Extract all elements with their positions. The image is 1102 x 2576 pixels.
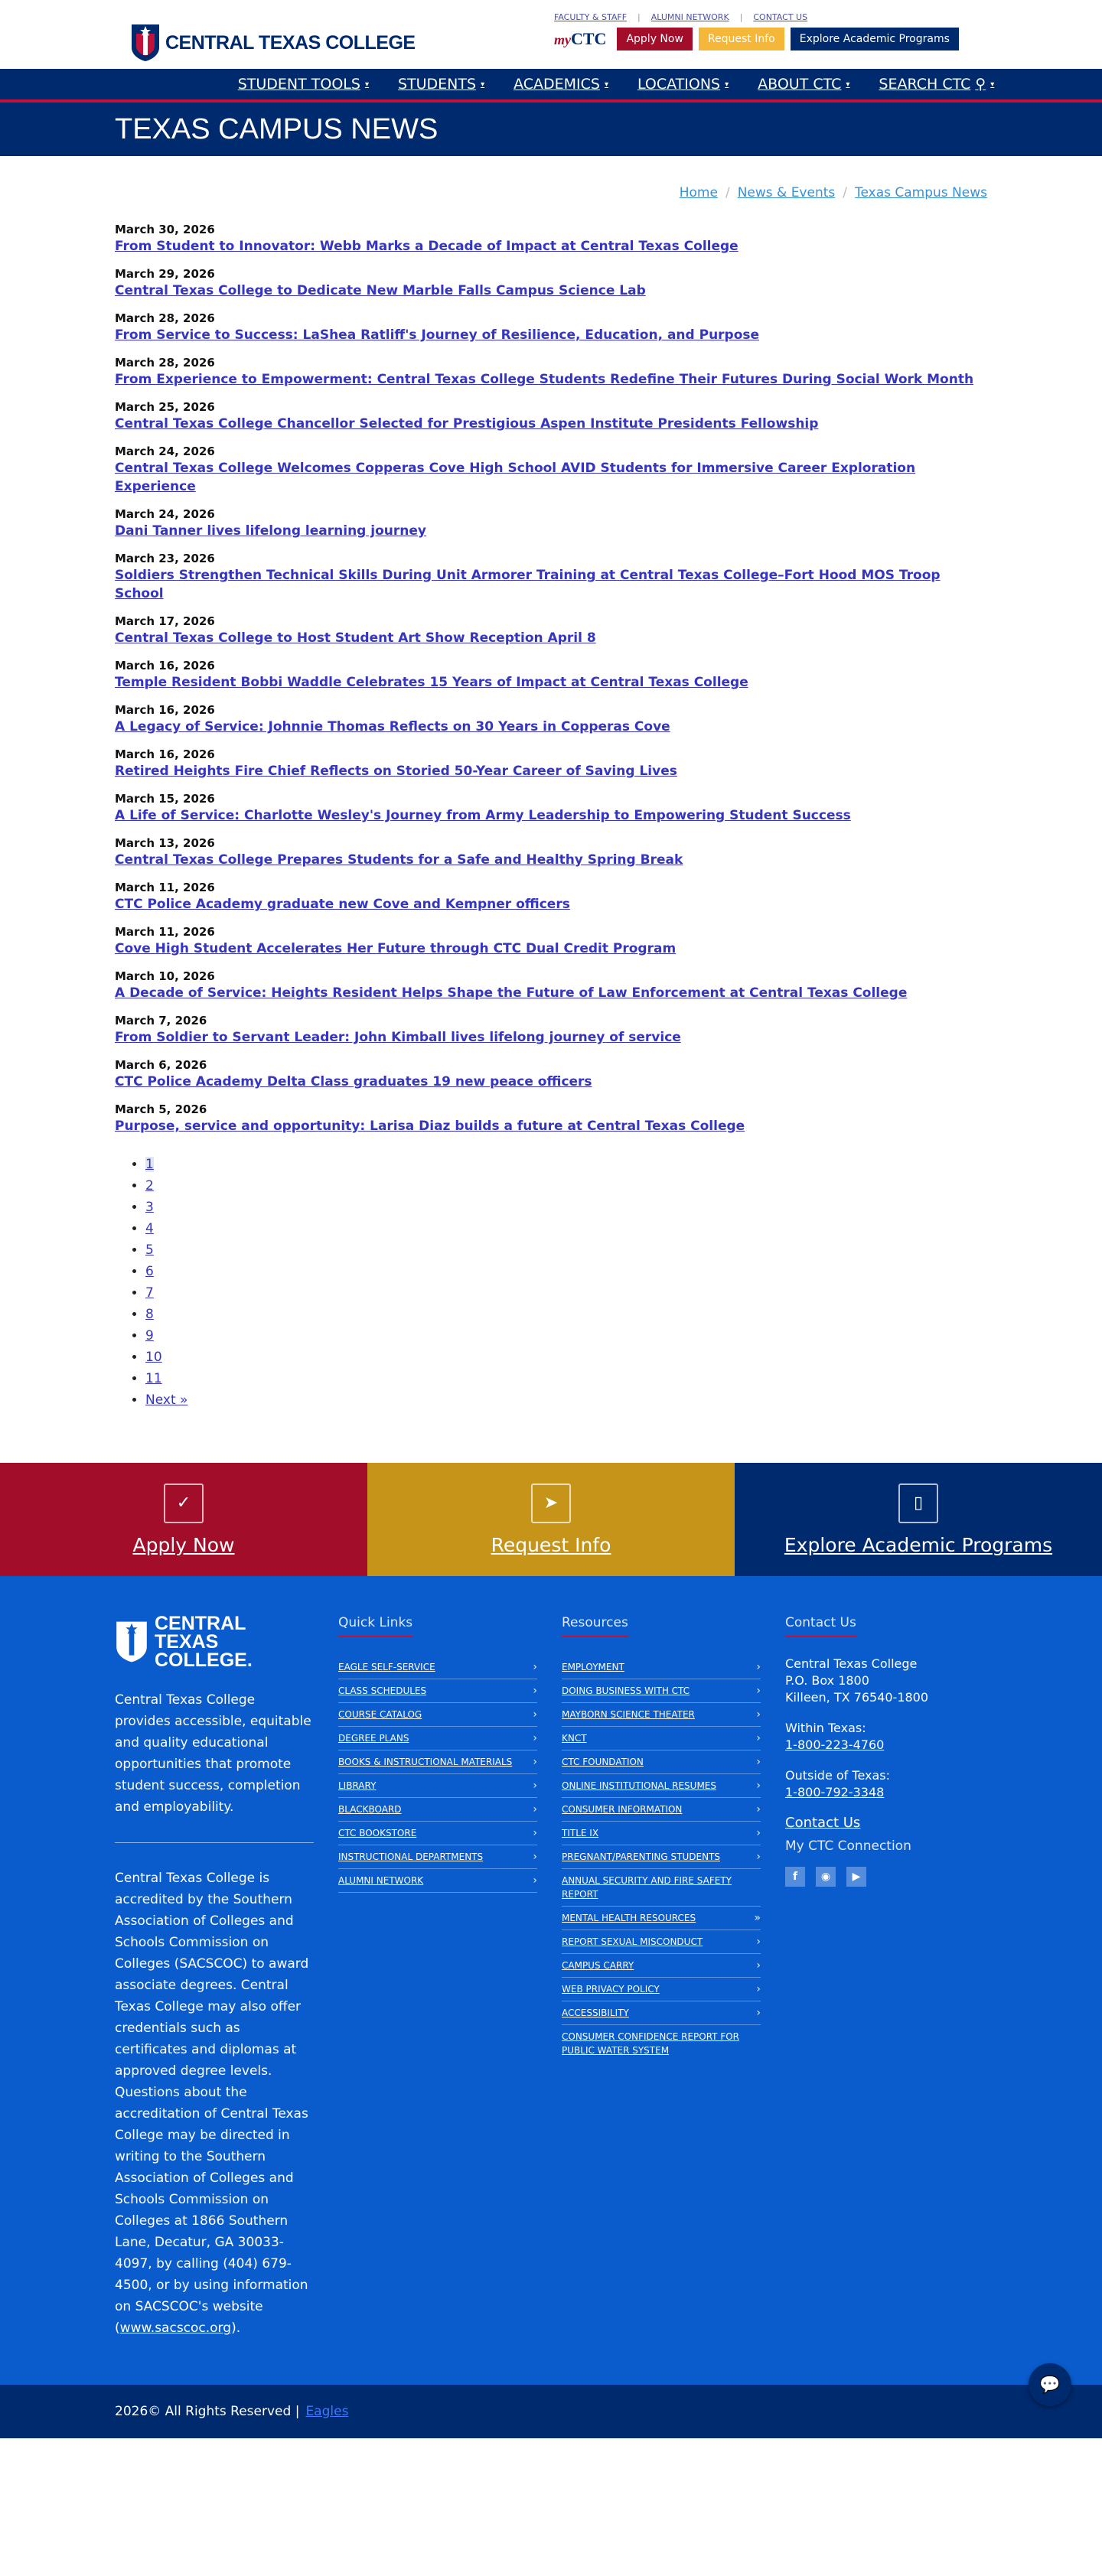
news-item [115, 266, 987, 300]
news-date: March 16, 2026 [115, 659, 215, 672]
site-header [0, 0, 1102, 69]
news-link[interactable]: From Student to Innovator: Webb Marks a Decade of Impact at Central Texas College [115, 239, 738, 254]
chevron-right-icon: › [533, 1803, 537, 1816]
chevron-right-icon: › [533, 1827, 537, 1839]
chevron-right-icon: › [756, 2007, 761, 2019]
footer-about [115, 1614, 314, 2339]
shield-logo-icon [115, 1620, 148, 1663]
resource-link-item[interactable]: CONSUMER INFORMATION › [562, 1798, 761, 1822]
news-date: March 7, 2026 [115, 1014, 207, 1027]
chevron-right-icon: › [533, 1685, 537, 1697]
news-date: March 29, 2026 [115, 267, 215, 281]
chevron-right-icon: › [756, 1661, 761, 1673]
caret-down-icon: ▾ [846, 80, 850, 89]
breadcrumb: Home / News & Events / Texas Campus News [679, 185, 987, 200]
chevron-right-icon: › [756, 1756, 761, 1768]
outside-texas-label: Outside of Texas: [785, 1768, 890, 1783]
chevron-right-icon: › [533, 1661, 537, 1673]
news-item [115, 791, 987, 825]
next-page-link[interactable]: Next » [145, 1392, 188, 1408]
news-date: March 16, 2026 [115, 703, 215, 717]
check-circle-icon: ✓ [164, 1483, 204, 1523]
resource-link-item[interactable]: TITLE IX › [562, 1822, 761, 1845]
news-date: March 16, 2026 [115, 747, 215, 761]
news-date: March 11, 2026 [115, 881, 215, 894]
breadcrumb-news-events[interactable]: News & Events [737, 185, 836, 200]
news-link[interactable]: From Service to Success: LaShea Ratliff's Journey of Resilience, Education, and Purpose [115, 327, 760, 343]
news-link[interactable]: CTC Police Academy Delta Class graduates 19 new peace officers [115, 1074, 592, 1089]
news-date: March 15, 2026 [115, 792, 215, 806]
shield-logo-icon [130, 24, 161, 61]
news-item [115, 1013, 987, 1047]
chevron-right-icon: › [533, 1851, 537, 1863]
resource-link-item[interactable]: EMPLOYMENT › [562, 1656, 761, 1679]
chat-button[interactable] [1029, 2363, 1071, 2406]
news-date: March 28, 2026 [115, 311, 215, 325]
news-date: March 28, 2026 [115, 356, 215, 370]
news-link[interactable]: Soldiers Strengthen Technical Skills During Unit Armorer Training at Central Texas College–Fort Hood MOS Troop School [115, 568, 941, 601]
resource-link-item[interactable]: KNCT › [562, 1727, 761, 1750]
pagination [0, 1146, 1102, 1449]
sacscoc-link[interactable]: www.sacscoc.org [119, 2320, 232, 2336]
chevron-right-icon: › [756, 1708, 761, 1721]
utility-nav: FACULTY & STAFF | ALUMNI NETWORK | CONTACT US [554, 12, 808, 22]
contact-us-link[interactable]: CONTACT US [753, 12, 808, 22]
news-date: March 25, 2026 [115, 400, 215, 414]
address: Central Texas College P.O. Box 1800 Killeen, TX 76540-1800 [785, 1656, 929, 1705]
youtube-icon[interactable]: ▶ [846, 1867, 866, 1887]
chevron-right-icon: › [756, 1780, 761, 1792]
apply-now-button[interactable]: Apply Now [617, 28, 692, 50]
news-item [115, 1102, 987, 1135]
resources-heading: Resources [562, 1614, 628, 1637]
page-link[interactable]: 2 [145, 1178, 154, 1194]
chevron-right-icon: › [533, 1780, 537, 1792]
news-item [115, 880, 987, 913]
news-item [115, 702, 987, 736]
chevron-right-icon: › [533, 1756, 537, 1768]
news-list [0, 200, 1102, 1135]
cta-band [0, 1463, 1102, 1576]
alumni-network-link[interactable]: ALUMNI NETWORK [650, 12, 729, 22]
facebook-icon[interactable]: f [785, 1867, 805, 1887]
quick-links [338, 1614, 537, 2339]
chevron-right-icon: › [756, 1851, 761, 1863]
news-link[interactable]: A Legacy of Service: Johnnie Thomas Reflects on 30 Years in Copperas Cove [115, 719, 670, 734]
quick-link-item[interactable]: CTC BOOKSTORE › [338, 1822, 537, 1845]
contact-us-footer-link[interactable]: Contact Us [785, 1815, 861, 1831]
news-item [115, 747, 987, 780]
nav-about[interactable]: ABOUT CTC ▾ [758, 76, 850, 93]
resource-link-item[interactable]: MAYBORN SCIENCE THEATER › [562, 1703, 761, 1727]
news-date: March 6, 2026 [115, 1058, 207, 1072]
news-date: March 10, 2026 [115, 969, 215, 983]
ctc-logo[interactable] [130, 24, 416, 61]
my-ctc-connection: My CTC Connection [785, 1838, 911, 1854]
instagram-icon[interactable]: ◉ [816, 1867, 836, 1887]
nav-academics[interactable]: ACADEMICS ▾ [514, 76, 609, 93]
news-link[interactable]: CTC Police Academy graduate new Cove and Kempner officers [115, 897, 570, 912]
news-item [115, 551, 987, 603]
faculty-staff-link[interactable]: FACULTY & STAFF [554, 12, 628, 22]
explore-programs-button[interactable]: Explore Academic Programs [791, 28, 959, 50]
news-link[interactable]: From Soldier to Servant Leader: John Kimball lives lifelong journey of service [115, 1030, 681, 1045]
chevron-right-icon: › [756, 1936, 761, 1948]
resource-link-item[interactable]: REPORT SEXUAL MISCONDUCT › [562, 1930, 761, 1954]
request-info-button[interactable]: Request Info [699, 28, 784, 50]
chevron-right-icon: › [756, 1732, 761, 1744]
news-link[interactable]: Temple Resident Bobbi Waddle Celebrates 15 Years of Impact at Central Texas College [115, 675, 748, 690]
contact-heading: Contact Us [785, 1614, 856, 1637]
nav-search[interactable]: SEARCH CTC ⚲ ▾ [879, 76, 995, 93]
news-item [115, 924, 987, 958]
page-banner [0, 103, 1102, 156]
news-link[interactable]: Dani Tanner lives lifelong learning journey [115, 523, 426, 539]
main-nav [0, 69, 1102, 103]
quick-link-item[interactable]: CLASS SCHEDULES › [338, 1679, 537, 1703]
page-link[interactable]: 4 [145, 1221, 154, 1236]
mission-statement: Central Texas College provides accessible, equitable and quality educational opportunities that promote student success, completion and employability. [115, 1692, 311, 1815]
double-chevron-right-icon: » [754, 1912, 761, 1924]
caret-down-icon: ▾ [604, 80, 609, 89]
news-date: March 17, 2026 [115, 614, 215, 628]
quick-link-item[interactable]: BLACKBOARD › [338, 1798, 537, 1822]
request-info-cta[interactable]: ➤ Request Info [367, 1463, 735, 1576]
logo-text: CENTRAL TEXAS COLLEGE [165, 31, 416, 54]
news-item [115, 399, 987, 433]
chevron-right-icon: › [756, 1827, 761, 1839]
within-texas-label: Within Texas: [785, 1721, 866, 1735]
news-link[interactable]: Central Texas College to Host Student Art Show Reception April 8 [115, 630, 596, 646]
news-link[interactable]: Central Texas College Chancellor Selected for Prestigious Aspen Institute Presidents Fellowship [115, 416, 819, 432]
divider [115, 1842, 314, 1843]
news-date: March 23, 2026 [115, 552, 215, 565]
news-link[interactable]: A Decade of Service: Heights Resident Helps Shape the Future of Law Enforcement at Central Texas College [115, 985, 908, 1001]
quick-link-item[interactable]: INSTRUCTIONAL DEPARTMENTS › [338, 1845, 537, 1869]
copyright-text: 2026© All Rights Reserved | [115, 2404, 300, 2419]
header-cta-row [554, 28, 959, 50]
paper-plane-icon: ➤ [531, 1483, 571, 1523]
news-link[interactable]: A Life of Service: Charlotte Wesley's Journey from Army Leadership to Empowering Student Success [115, 808, 851, 823]
accreditation-statement: Central Texas College is accredited by the Southern Association of Colleges and Schools Commission on Colleges (SACSCOC) to award associate degrees. Central Texas College may also offer credentials such as certificates and diplomas at approved degree levels. Questions about the accreditation of Central Texas College may be directed in writing to the Southern Association of Colleges and Schools Commission on Colleges at 1866 Southern Lane, Decatur, GA 30033-4097, by calling (404) 679-4500, or by using information on SACSCOC's website (www.sacscoc.org). [115, 1871, 309, 2336]
news-item [115, 835, 987, 869]
news-date: March 11, 2026 [115, 925, 215, 939]
news-item [115, 222, 987, 256]
chevron-right-icon: › [756, 1803, 761, 1816]
news-link[interactable]: From Experience to Empowerment: Central Texas College Students Redefine Their Futures During Social Work Month [115, 372, 974, 387]
quick-link-item[interactable]: BOOKS & INSTRUCTIONAL MATERIALS › [338, 1750, 537, 1774]
resource-link-item[interactable]: WEB PRIVACY POLICY › [562, 1978, 761, 2001]
quick-link-item[interactable]: COURSE CATALOG › [338, 1703, 537, 1727]
news-item [115, 444, 987, 496]
nav-students[interactable]: STUDENTS ▾ [397, 76, 485, 93]
page-link[interactable]: 11 [145, 1371, 162, 1386]
caret-down-icon: ▾ [725, 80, 729, 89]
quick-link-item[interactable]: DEGREE PLANS › [338, 1727, 537, 1750]
breadcrumb-current[interactable]: Texas Campus News [854, 185, 987, 200]
breadcrumb-home[interactable]: Home [679, 185, 718, 200]
quick-link-item[interactable]: EAGLE SELF-SERVICE › [338, 1656, 537, 1679]
news-item [115, 1057, 987, 1091]
page-link[interactable]: 3 [145, 1200, 154, 1215]
nav-locations[interactable]: LOCATIONS ▾ [637, 76, 729, 93]
page-link[interactable]: 6 [145, 1264, 154, 1279]
resource-link-item[interactable]: ANNUAL SECURITY AND FIRE SAFETY REPORT [562, 1869, 761, 1907]
copyright-bar [0, 2375, 1102, 2438]
footer-logo[interactable]: CENTRAL TEXAS COLLEGE. [115, 1614, 314, 1669]
resource-link-item[interactable]: ONLINE INSTITUTIONAL RESUMES › [562, 1774, 761, 1798]
news-link[interactable]: Cove High Student Accelerates Her Future through CTC Dual Credit Program [115, 941, 677, 956]
contact-info [785, 1614, 984, 2339]
news-link[interactable]: Central Texas College Prepares Students for a Safe and Healthy Spring Break [115, 852, 683, 868]
resource-link-item[interactable]: CONSUMER CONFIDENCE REPORT FOR PUBLIC WATER SYSTEM [562, 2031, 740, 2056]
resources-links [562, 1614, 761, 2339]
caret-down-icon: ▾ [481, 80, 485, 89]
chevron-right-icon: › [533, 1708, 537, 1721]
news-link[interactable]: Purpose, service and opportunity: Larisa Diaz builds a future at Central Texas College [115, 1119, 745, 1134]
news-item [115, 614, 987, 647]
nav-student-tools[interactable]: STUDENT TOOLS ▾ [237, 76, 369, 93]
news-item [115, 658, 987, 692]
caret-down-icon: ▾ [364, 80, 369, 89]
outside-texas-phone[interactable]: 1-800-792-3348 [785, 1785, 885, 1799]
page-link[interactable]: 8 [145, 1307, 154, 1322]
news-item [115, 506, 987, 540]
news-link[interactable]: Central Texas College Welcomes Copperas Cove High School AVID Students for Immersive Career Exploration Experience [115, 461, 916, 494]
eagles-link[interactable]: Eagles [305, 2404, 349, 2419]
resource-link-item[interactable]: CAMPUS CARRY › [562, 1954, 761, 1978]
chevron-right-icon: › [533, 1874, 537, 1887]
book-icon: ▯ [898, 1483, 938, 1523]
caret-down-icon: ▾ [990, 80, 995, 89]
news-date: March 24, 2026 [115, 507, 215, 521]
within-texas-phone[interactable]: 1-800-223-4760 [785, 1737, 885, 1752]
chevron-right-icon: › [533, 1732, 537, 1744]
search-icon: ⚲ [975, 76, 986, 93]
explore-programs-cta[interactable]: ▯ Explore Academic Programs [735, 1463, 1102, 1576]
page-title: TEXAS CAMPUS NEWS [115, 112, 439, 145]
page-link[interactable]: 10 [145, 1350, 162, 1365]
chevron-right-icon: › [756, 1959, 761, 1972]
chat-bubble-icon: 💬 [1039, 2375, 1061, 2395]
chevron-right-icon: › [756, 1685, 761, 1697]
resource-link-item[interactable]: PREGNANT/PARENTING STUDENTS › [562, 1845, 761, 1869]
news-date: March 13, 2026 [115, 836, 215, 850]
news-date: March 30, 2026 [115, 223, 215, 236]
page-link[interactable]: 7 [145, 1285, 154, 1301]
news-link[interactable]: Central Texas College to Dedicate New Marble Falls Campus Science Lab [115, 283, 646, 298]
quick-links-heading: Quick Links [338, 1614, 412, 1637]
quick-link-item[interactable]: ALUMNI NETWORK › [338, 1869, 537, 1893]
social-links [785, 1867, 984, 1887]
apply-now-cta[interactable]: ✓ Apply Now [0, 1463, 367, 1576]
resource-link-item[interactable]: ACCESSIBILITY › [562, 2001, 761, 2025]
news-item [115, 969, 987, 1002]
site-footer [0, 1576, 1102, 2385]
page-link[interactable]: 5 [145, 1242, 154, 1258]
news-date: March 5, 2026 [115, 1102, 207, 1116]
news-date: March 24, 2026 [115, 445, 215, 458]
resource-link-item[interactable]: MENTAL HEALTH RESOURCES » [562, 1907, 761, 1930]
chevron-right-icon: › [756, 1983, 761, 1995]
resource-link-item[interactable]: DOING BUSINESS WITH CTC › [562, 1679, 761, 1703]
news-link[interactable]: Retired Heights Fire Chief Reflects on Storied 50-Year Career of Saving Lives [115, 764, 677, 779]
quick-link-item[interactable]: LIBRARY › [338, 1774, 537, 1798]
news-item [115, 355, 987, 389]
news-item [115, 311, 987, 344]
resource-link-item[interactable]: CTC FOUNDATION › [562, 1750, 761, 1774]
page-link-current[interactable]: 1 [145, 1157, 154, 1172]
page-link[interactable]: 9 [145, 1328, 154, 1343]
myctc-link[interactable]: myCTC [554, 29, 607, 48]
